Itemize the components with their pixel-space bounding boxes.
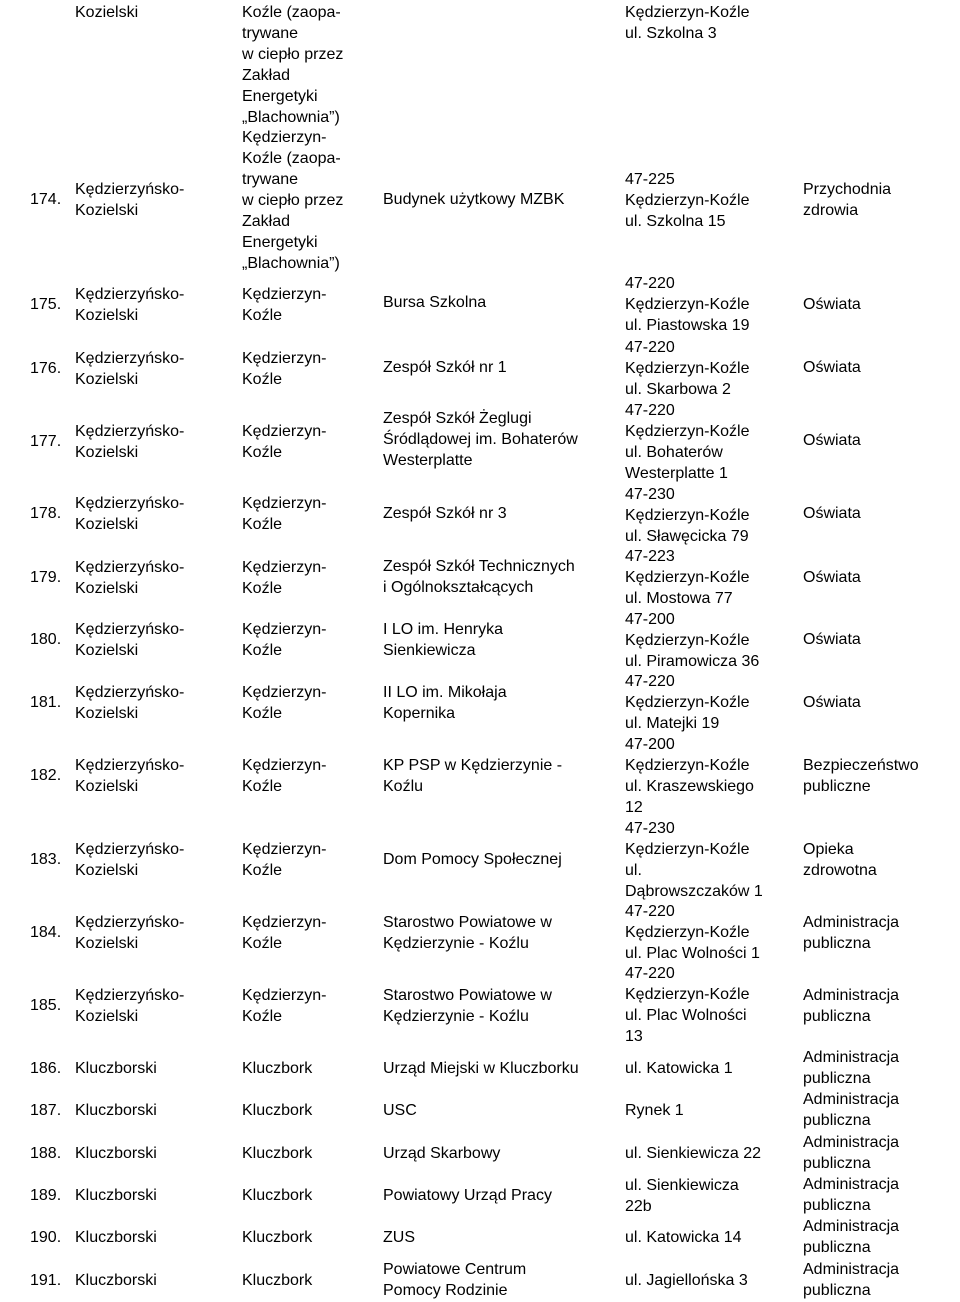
row-number: 186. [30, 1060, 62, 1077]
gmina-cell: Kędzierzyn- Koźle [242, 286, 327, 324]
type-cell: Administracja publiczna [803, 1176, 900, 1214]
row-number: 184. [30, 924, 62, 941]
row-number: 175. [30, 296, 62, 313]
address-cell: 47-220 Kędzierzyn-Koźle ul. Bohaterów Westerplatte 1 [625, 402, 750, 482]
gmina-cell: Kluczbork [242, 1187, 313, 1204]
type-cell: Oświata [803, 296, 861, 313]
address-cell: 47-220 Kędzierzyn-Koźle ul. Plac Wolności 13 [625, 965, 750, 1045]
type-cell: Administracja publiczna [803, 1134, 900, 1172]
gmina-cell: Kędzierzyn- Koźle [242, 423, 327, 461]
address-cell: 47-225 Kędzierzyn-Koźle ul. Szkolna 15 [625, 171, 750, 230]
institution-name-cell: ZUS [383, 1229, 415, 1246]
address-cell: 47-220 Kędzierzyn-Koźle ul. Matejki 19 [625, 673, 750, 732]
type-cell: Oświata [803, 359, 861, 376]
powiat-cell: Kędzierzyńsko- Kozielski [75, 841, 185, 879]
gmina-cell: Kluczbork [242, 1145, 313, 1162]
gmina-cell: Kluczbork [242, 1229, 313, 1246]
type-cell: Oświata [803, 432, 861, 449]
address-cell: Kędzierzyn-Koźle ul. Szkolna 3 [625, 4, 750, 42]
institution-name-cell: II LO im. Mikołaja Kopernika [383, 684, 507, 722]
powiat-cell: Kędzierzyńsko- Kozielski [75, 621, 185, 659]
row-number: 185. [30, 997, 62, 1014]
type-cell: Administracja publiczna [803, 1218, 900, 1256]
institution-name-cell: USC [383, 1102, 417, 1119]
type-cell: Oświata [803, 631, 861, 648]
address-cell: ul. Jagiellońska 3 [625, 1272, 748, 1289]
powiat-cell: Kędzierzyńsko- Kozielski [75, 181, 185, 219]
powiat-cell: Kozielski [75, 4, 139, 21]
powiat-cell: Kędzierzyńsko- Kozielski [75, 987, 185, 1025]
gmina-cell: Kędzierzyn- Koźle [242, 350, 327, 388]
type-cell: Opieka zdrowotna [803, 841, 877, 879]
gmina-cell: Kędzierzyn- Koźle [242, 757, 327, 795]
gmina-cell: Kędzierzyn- Koźle [242, 559, 327, 597]
gmina-cell: Kędzierzyn- Koźle [242, 987, 327, 1025]
powiat-cell: Kluczborski [75, 1102, 157, 1119]
type-cell: Oświata [803, 694, 861, 711]
type-cell: Administracja publiczna [803, 1091, 900, 1129]
powiat-cell: Kluczborski [75, 1060, 157, 1077]
powiat-cell: Kluczborski [75, 1229, 157, 1246]
type-cell: Oświata [803, 505, 861, 522]
row-number: 174. [30, 191, 62, 208]
row-number: 191. [30, 1272, 62, 1289]
gmina-cell: Kluczbork [242, 1060, 313, 1077]
type-cell: Bezpieczeństwo publiczne [803, 757, 919, 795]
powiat-cell: Kędzierzyńsko- Kozielski [75, 757, 185, 795]
address-cell: ul. Sienkiewicza 22b [625, 1177, 739, 1215]
powiat-cell: Kluczborski [75, 1145, 157, 1162]
row-number: 189. [30, 1187, 62, 1204]
powiat-cell: Kędzierzyńsko- Kozielski [75, 559, 185, 597]
institution-name-cell: Urząd Miejski w Kluczborku [383, 1060, 579, 1077]
address-cell: 47-200 Kędzierzyn-Koźle ul. Kraszewskiego 12 [625, 736, 754, 816]
institution-name-cell: Starostwo Powiatowe w Kędzierzynie - Koźlu [383, 987, 552, 1025]
institution-name-cell: Zespół Szkół nr 1 [383, 359, 507, 376]
institution-name-cell: Zespół Szkół Technicznych i Ogólnokształcących [383, 558, 575, 596]
address-cell: ul. Sienkiewicza 22 [625, 1145, 762, 1162]
powiat-cell: Kędzierzyńsko- Kozielski [75, 286, 185, 324]
institution-name-cell: Powiatowy Urząd Pracy [383, 1187, 552, 1204]
address-cell: 47-220 Kędzierzyn-Koźle ul. Skarbowa 2 [625, 339, 750, 398]
institution-name-cell: Urząd Skarbowy [383, 1145, 501, 1162]
type-cell: Administracja publiczna [803, 1049, 900, 1087]
gmina-cell: Kędzierzyn- Koźle [242, 621, 327, 659]
row-number: 190. [30, 1229, 62, 1246]
powiat-cell: Kluczborski [75, 1272, 157, 1289]
row-number: 187. [30, 1102, 62, 1119]
institution-name-cell: Dom Pomocy Społecznej [383, 851, 562, 868]
gmina-cell: Kluczbork [242, 1272, 313, 1289]
powiat-cell: Kędzierzyńsko- Kozielski [75, 914, 185, 952]
gmina-cell: Kędzierzyn- Koźle [242, 841, 327, 879]
row-number: 181. [30, 694, 62, 711]
institution-name-cell: Powiatowe Centrum Pomocy Rodzinie [383, 1261, 527, 1299]
gmina-cell: Kędzierzyn- Koźle (zaopa- trywane w ciepło przez Zakład Energetyki „Blachownia”) [242, 129, 344, 272]
type-cell: Administracja publiczna [803, 914, 900, 952]
gmina-cell: Kędzierzyn- Koźle [242, 914, 327, 952]
powiat-cell: Kluczborski [75, 1187, 157, 1204]
address-cell: 47-230 Kędzierzyn-Koźle ul. Dąbrowszczaków 1 [625, 820, 763, 900]
type-cell: Oświata [803, 569, 861, 586]
address-cell: 47-230 Kędzierzyn-Koźle ul. Sławęcicka 79 [625, 486, 750, 545]
row-number: 178. [30, 505, 62, 522]
gmina-cell: Koźle (zaopa- trywane w ciepło przez Zakład Energetyki „Blachownia”) [242, 4, 344, 126]
institution-name-cell: Zespół Szkół nr 3 [383, 505, 507, 522]
powiat-cell: Kędzierzyńsko- Kozielski [75, 350, 185, 388]
powiat-cell: Kędzierzyńsko- Kozielski [75, 495, 185, 533]
address-cell: ul. Katowicka 1 [625, 1060, 733, 1077]
address-cell: ul. Katowicka 14 [625, 1229, 742, 1246]
address-cell: 47-220 Kędzierzyn-Koźle ul. Piastowska 19 [625, 275, 750, 334]
institution-name-cell: I LO im. Henryka Sienkiewicza [383, 621, 504, 659]
row-number: 183. [30, 851, 62, 868]
institution-name-cell: Starostwo Powiatowe w Kędzierzynie - Koźlu [383, 914, 552, 952]
gmina-cell: Kędzierzyn- Koźle [242, 495, 327, 533]
institution-name-cell: Bursa Szkolna [383, 294, 487, 311]
institution-name-cell: KP PSP w Kędzierzynie - Koźlu [383, 757, 563, 795]
powiat-cell: Kędzierzyńsko- Kozielski [75, 684, 185, 722]
gmina-cell: Kluczbork [242, 1102, 313, 1119]
row-number: 188. [30, 1145, 62, 1162]
type-cell: Administracja publiczna [803, 987, 900, 1025]
gmina-cell: Kędzierzyn- Koźle [242, 684, 327, 722]
row-number: 176. [30, 360, 62, 377]
address-cell: Rynek 1 [625, 1102, 684, 1119]
powiat-cell: Kędzierzyńsko- Kozielski [75, 423, 185, 461]
address-cell: 47-223 Kędzierzyn-Koźle ul. Mostowa 77 [625, 548, 750, 607]
type-cell: Administracja publiczna [803, 1261, 900, 1299]
row-number: 182. [30, 767, 62, 784]
type-cell: Przychodnia zdrowia [803, 181, 892, 219]
institution-name-cell: Budynek użytkowy MZBK [383, 191, 565, 208]
row-number: 179. [30, 569, 62, 586]
row-number: 180. [30, 631, 62, 648]
row-number: 177. [30, 433, 62, 450]
address-cell: 47-220 Kędzierzyn-Koźle ul. Plac Wolności 1 [625, 903, 760, 962]
address-cell: 47-200 Kędzierzyn-Koźle ul. Piramowicza 36 [625, 611, 760, 670]
institution-name-cell: Zespół Szkół Żeglugi Śródlądowej im. Bohaterów Westerplatte [383, 410, 578, 469]
